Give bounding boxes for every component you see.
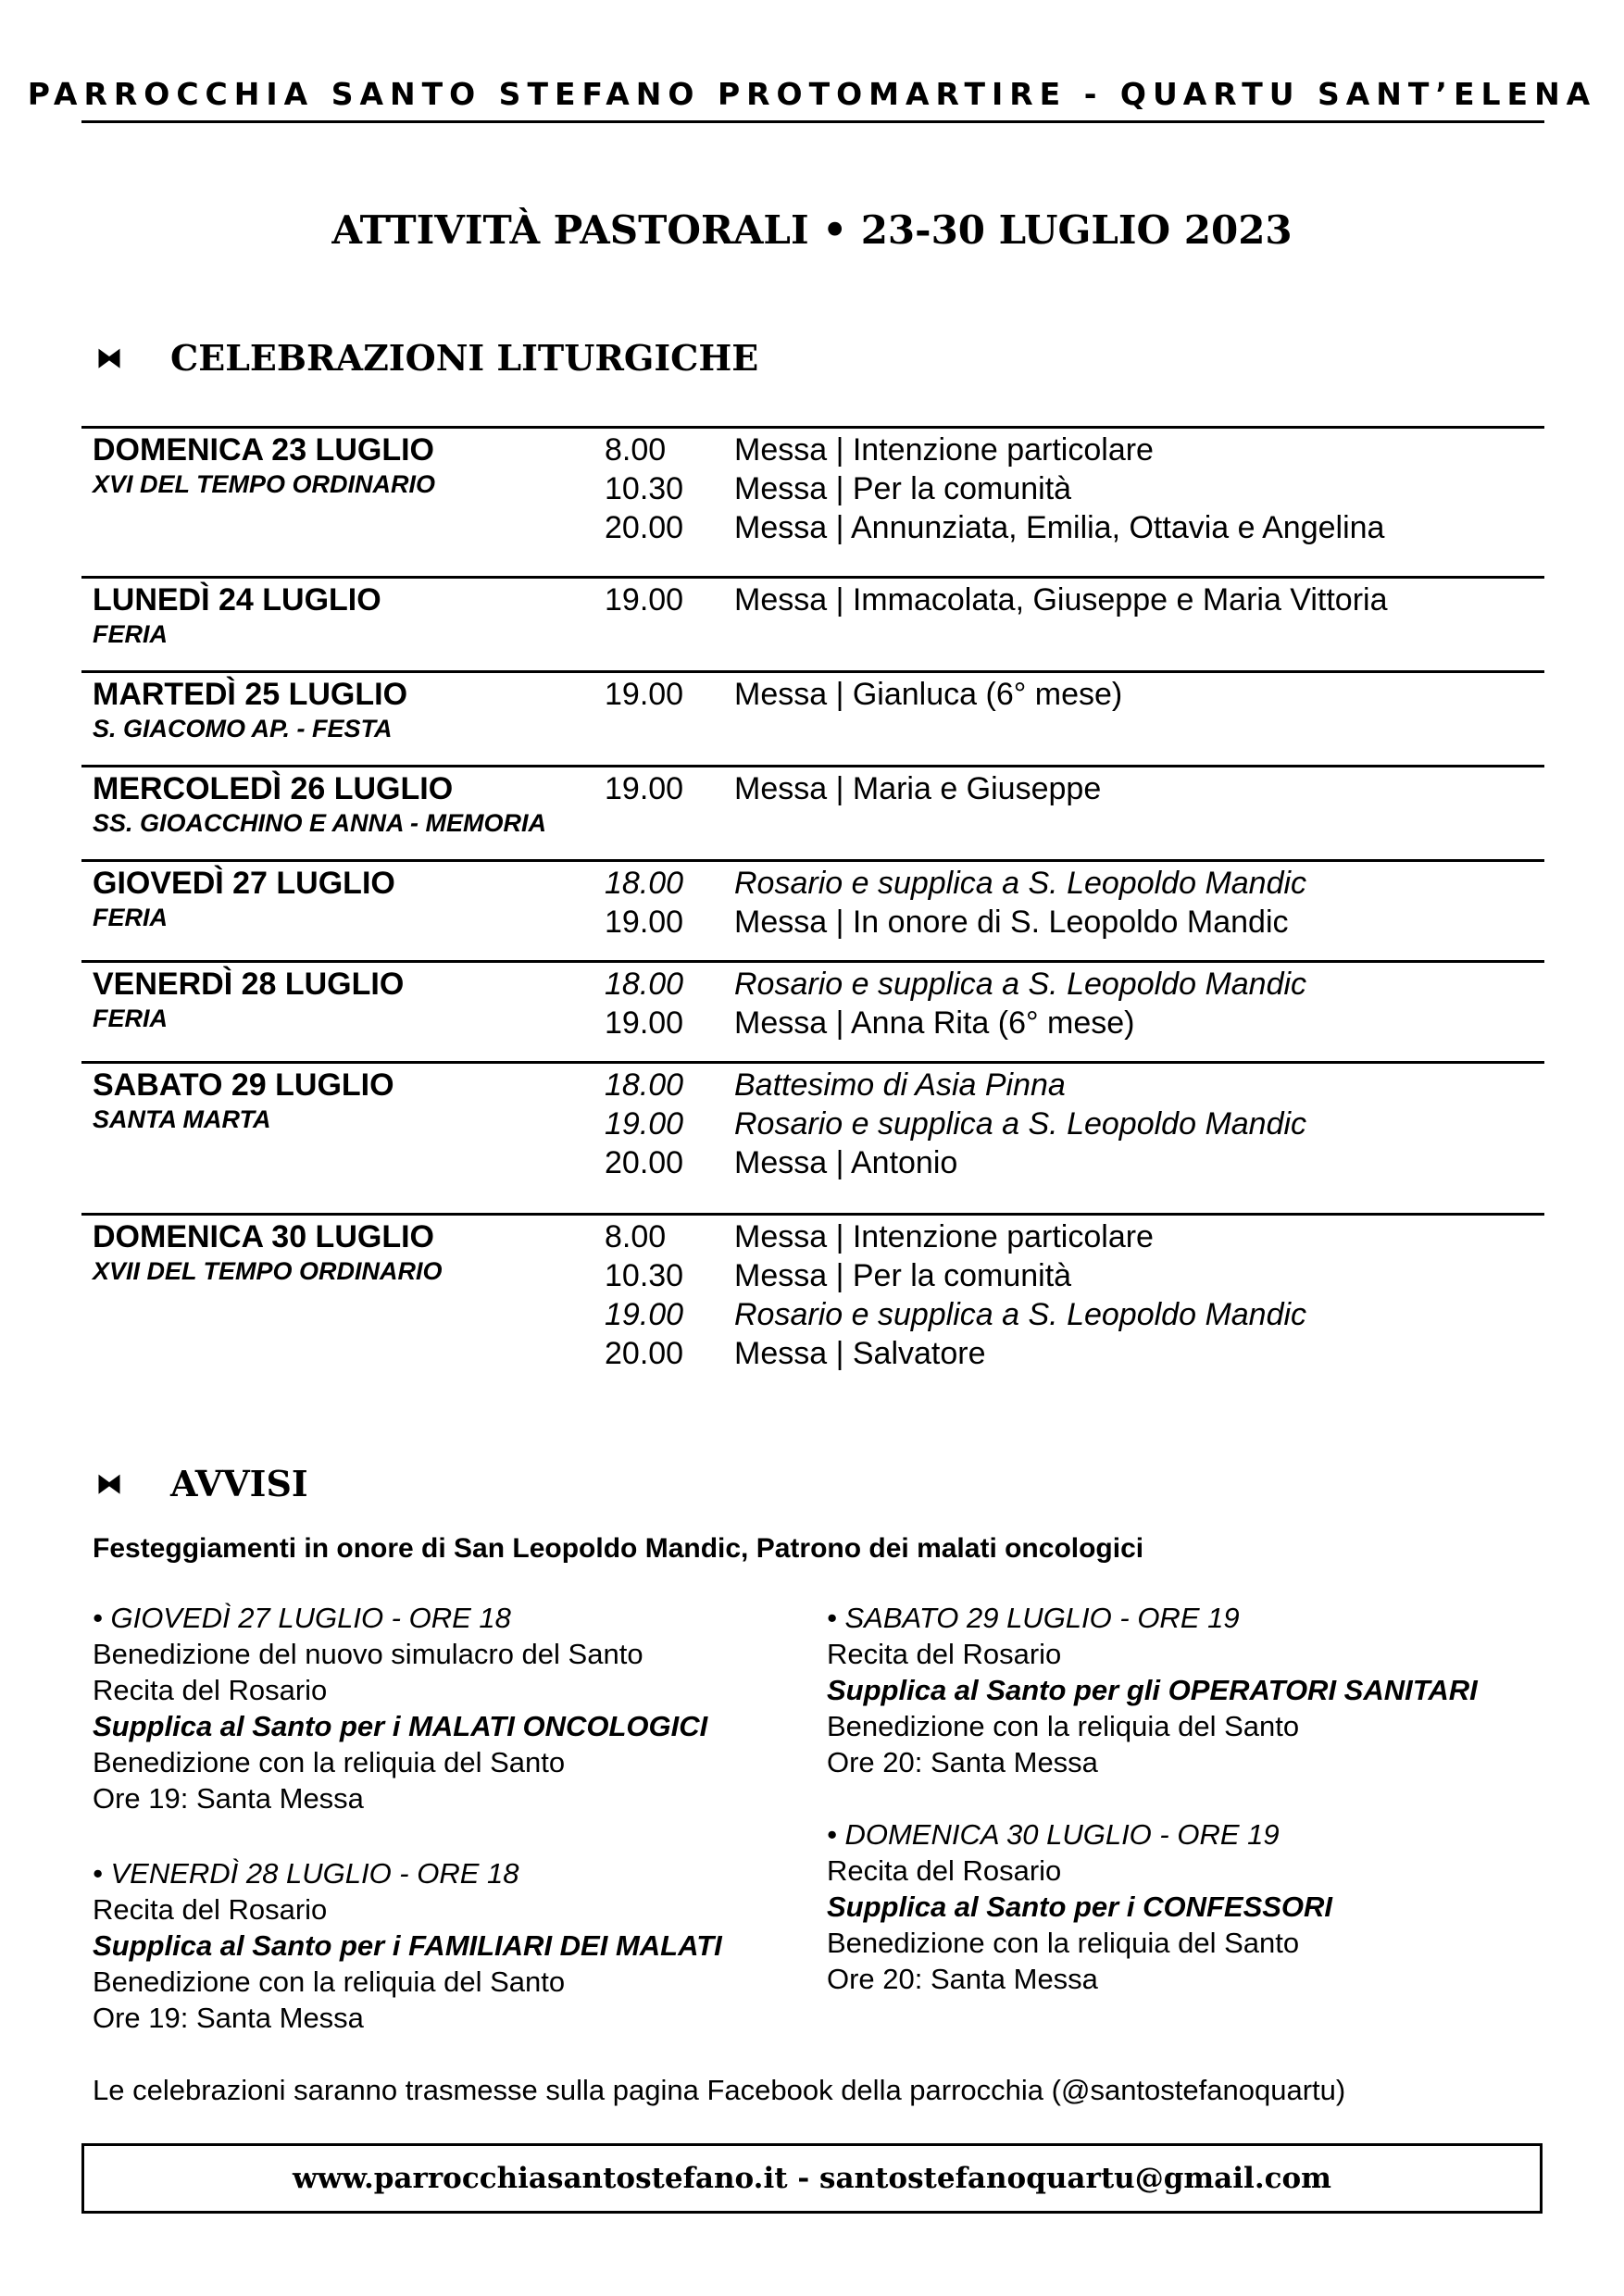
schedule-day	[81, 960, 1544, 1041]
page-title: ATTIVITÀ PASTORALI • 23-30 LUGLIO 2023	[331, 207, 1293, 253]
event-notice	[93, 1855, 852, 2036]
schedule-day	[81, 859, 1544, 940]
event-description: Messa | In onore di S. Leopoldo Mandic	[734, 905, 1289, 940]
notice-line: Ore 19: Santa Messa	[93, 2002, 364, 2034]
bow-tie-icon: ⧓	[96, 343, 122, 373]
event-time: 8.00	[605, 432, 667, 468]
event-description: Rosario e supplica a S. Leopoldo Mandic	[734, 1106, 1307, 1142]
notice-supplica: Supplica al Santo per gli OPERATORI SANITARI	[827, 1674, 1478, 1706]
event-time: 19.00	[605, 677, 684, 712]
event-description: Messa | Anna Rita (6° mese)	[734, 1005, 1135, 1041]
notice-line: Ore 20: Santa Messa	[827, 1963, 1098, 1995]
event-description: Rosario e supplica a S. Leopoldo Mandic	[734, 967, 1307, 1002]
event-description: Messa | Antonio	[734, 1145, 958, 1180]
section-heading-avvisi	[96, 1463, 308, 1504]
event-time: 20.00	[605, 1336, 684, 1371]
notice-line: Recita del Rosario	[827, 1638, 1062, 1670]
notice-line: Ore 20: Santa Messa	[827, 1746, 1098, 1778]
day-liturgy: FERIA	[93, 904, 168, 931]
notice-line: Benedizione con la reliquia del Santo	[93, 1965, 566, 1998]
day-liturgy: SS. GIOACCHINO E ANNA - MEMORIA	[93, 809, 547, 837]
event-description: Messa | Intenzione particolare	[734, 432, 1154, 468]
notice-line: Benedizione del nuovo simulacro del Santo	[93, 1638, 643, 1670]
notice-line: Recita del Rosario	[93, 1674, 328, 1706]
notice-supplica: Supplica al Santo per i MALATI ONCOLOGICI	[93, 1710, 708, 1742]
event-time: 19.00	[605, 582, 684, 618]
schedule-day	[81, 1213, 1544, 1371]
parish-header: PARROCCHIA SANTO STEFANO PROTOMARTIRE - QUARTU SANT’ELENA	[27, 76, 1597, 112]
event-notice	[827, 1600, 1586, 1780]
event-description: Messa | Gianluca (6° mese)	[734, 677, 1123, 712]
day-liturgy: S. GIACOMO AP. - FESTA	[93, 715, 393, 742]
day-liturgy: XVI DEL TEMPO ORDINARIO	[93, 470, 436, 498]
notice-line: Benedizione con la reliquia del Santo	[827, 1710, 1300, 1742]
day-name: GIOVEDÌ 27 LUGLIO	[93, 866, 395, 901]
notice-line: Benedizione con la reliquia del Santo	[827, 1927, 1300, 1959]
notice-supplica: Supplica al Santo per i FAMILIARI DEI MALATI	[93, 1929, 722, 1962]
event-time: 10.30	[605, 471, 684, 506]
event-description: Messa | Salvatore	[734, 1336, 986, 1371]
section-heading-celebrazioni	[96, 337, 758, 379]
schedule-day	[81, 1061, 1544, 1180]
day-name: MARTEDÌ 25 LUGLIO	[93, 677, 408, 712]
event-time: 19.00	[605, 1106, 684, 1142]
event-description: Messa | Maria e Giuseppe	[734, 771, 1102, 806]
event-time: 19.00	[605, 771, 684, 806]
event-time: 19.00	[605, 905, 684, 940]
schedule-day	[81, 426, 1544, 545]
event-time: 10.30	[605, 1258, 684, 1293]
day-liturgy: SANTA MARTA	[93, 1105, 271, 1133]
day-liturgy: FERIA	[93, 620, 168, 648]
event-description: Rosario e supplica a S. Leopoldo Mandic	[734, 866, 1307, 901]
notice-date: • GIOVEDÌ 27 LUGLIO - ORE 18	[93, 1602, 511, 1634]
day-name: LUNEDÌ 24 LUGLIO	[93, 582, 381, 618]
footer-contacts[interactable]: www.parrocchiasantostefano.it - santostefanoquartu@gmail.com	[81, 2143, 1543, 2214]
day-name: VENERDÌ 28 LUGLIO	[93, 967, 405, 1002]
event-description: Messa | Intenzione particolare	[734, 1219, 1154, 1254]
notice-supplica: Supplica al Santo per i CONFESSORI	[827, 1890, 1333, 1923]
event-time: 18.00	[605, 1067, 684, 1103]
notice-date: • SABATO 29 LUGLIO - ORE 19	[827, 1602, 1240, 1634]
event-time: 18.00	[605, 866, 684, 901]
event-description: Battesimo di Asia Pinna	[734, 1067, 1066, 1103]
schedule-day	[81, 765, 1544, 837]
day-name: DOMENICA 23 LUGLIO	[93, 432, 434, 468]
event-description: Messa | Annunziata, Emilia, Ottavia e Angelina	[734, 510, 1385, 545]
broadcast-note: Le celebrazioni saranno trasmesse sulla pagina Facebook della parrocchia (@santostefanoquartu)	[93, 2074, 1346, 2106]
notice-date: • VENERDÌ 28 LUGLIO - ORE 18	[93, 1857, 519, 1890]
section-title-celebrazioni: CELEBRAZIONI LITURGICHE	[170, 337, 759, 379]
event-time: 19.00	[605, 1297, 684, 1332]
bow-tie-icon: ⧓	[96, 1468, 122, 1499]
event-description: Rosario e supplica a S. Leopoldo Mandic	[734, 1297, 1307, 1332]
event-time: 18.00	[605, 967, 684, 1002]
schedule-day	[81, 670, 1544, 742]
day-name: SABATO 29 LUGLIO	[93, 1067, 394, 1103]
section-title-avvisi: AVVISI	[170, 1463, 308, 1504]
event-time: 8.00	[605, 1219, 667, 1254]
event-time: 20.00	[605, 1145, 684, 1180]
event-description: Messa | Immacolata, Giuseppe e Maria Vittoria	[734, 582, 1388, 618]
notice-line: Ore 19: Santa Messa	[93, 1782, 364, 1815]
day-liturgy: FERIA	[93, 1004, 168, 1032]
schedule-day	[81, 576, 1544, 648]
event-description: Messa | Per la comunità	[734, 1258, 1072, 1293]
notice-line: Benedizione con la reliquia del Santo	[93, 1746, 566, 1778]
header-divider	[81, 120, 1544, 123]
event-time: 19.00	[605, 1005, 684, 1041]
notice-line: Recita del Rosario	[827, 1854, 1062, 1887]
day-liturgy: XVII DEL TEMPO ORDINARIO	[93, 1257, 443, 1285]
notice-date: • DOMENICA 30 LUGLIO - ORE 19	[827, 1818, 1280, 1851]
event-description: Messa | Per la comunità	[734, 471, 1072, 506]
day-name: MERCOLEDÌ 26 LUGLIO	[93, 771, 454, 806]
notice-line: Recita del Rosario	[93, 1893, 328, 1926]
avvisi-intro: Festeggiamenti in onore di San Leopoldo Mandic, Patrono dei malati oncologici	[93, 1533, 1144, 1564]
day-name: DOMENICA 30 LUGLIO	[93, 1219, 434, 1254]
event-time: 20.00	[605, 510, 684, 545]
event-notice	[827, 1816, 1586, 1997]
event-notice	[93, 1600, 852, 1816]
